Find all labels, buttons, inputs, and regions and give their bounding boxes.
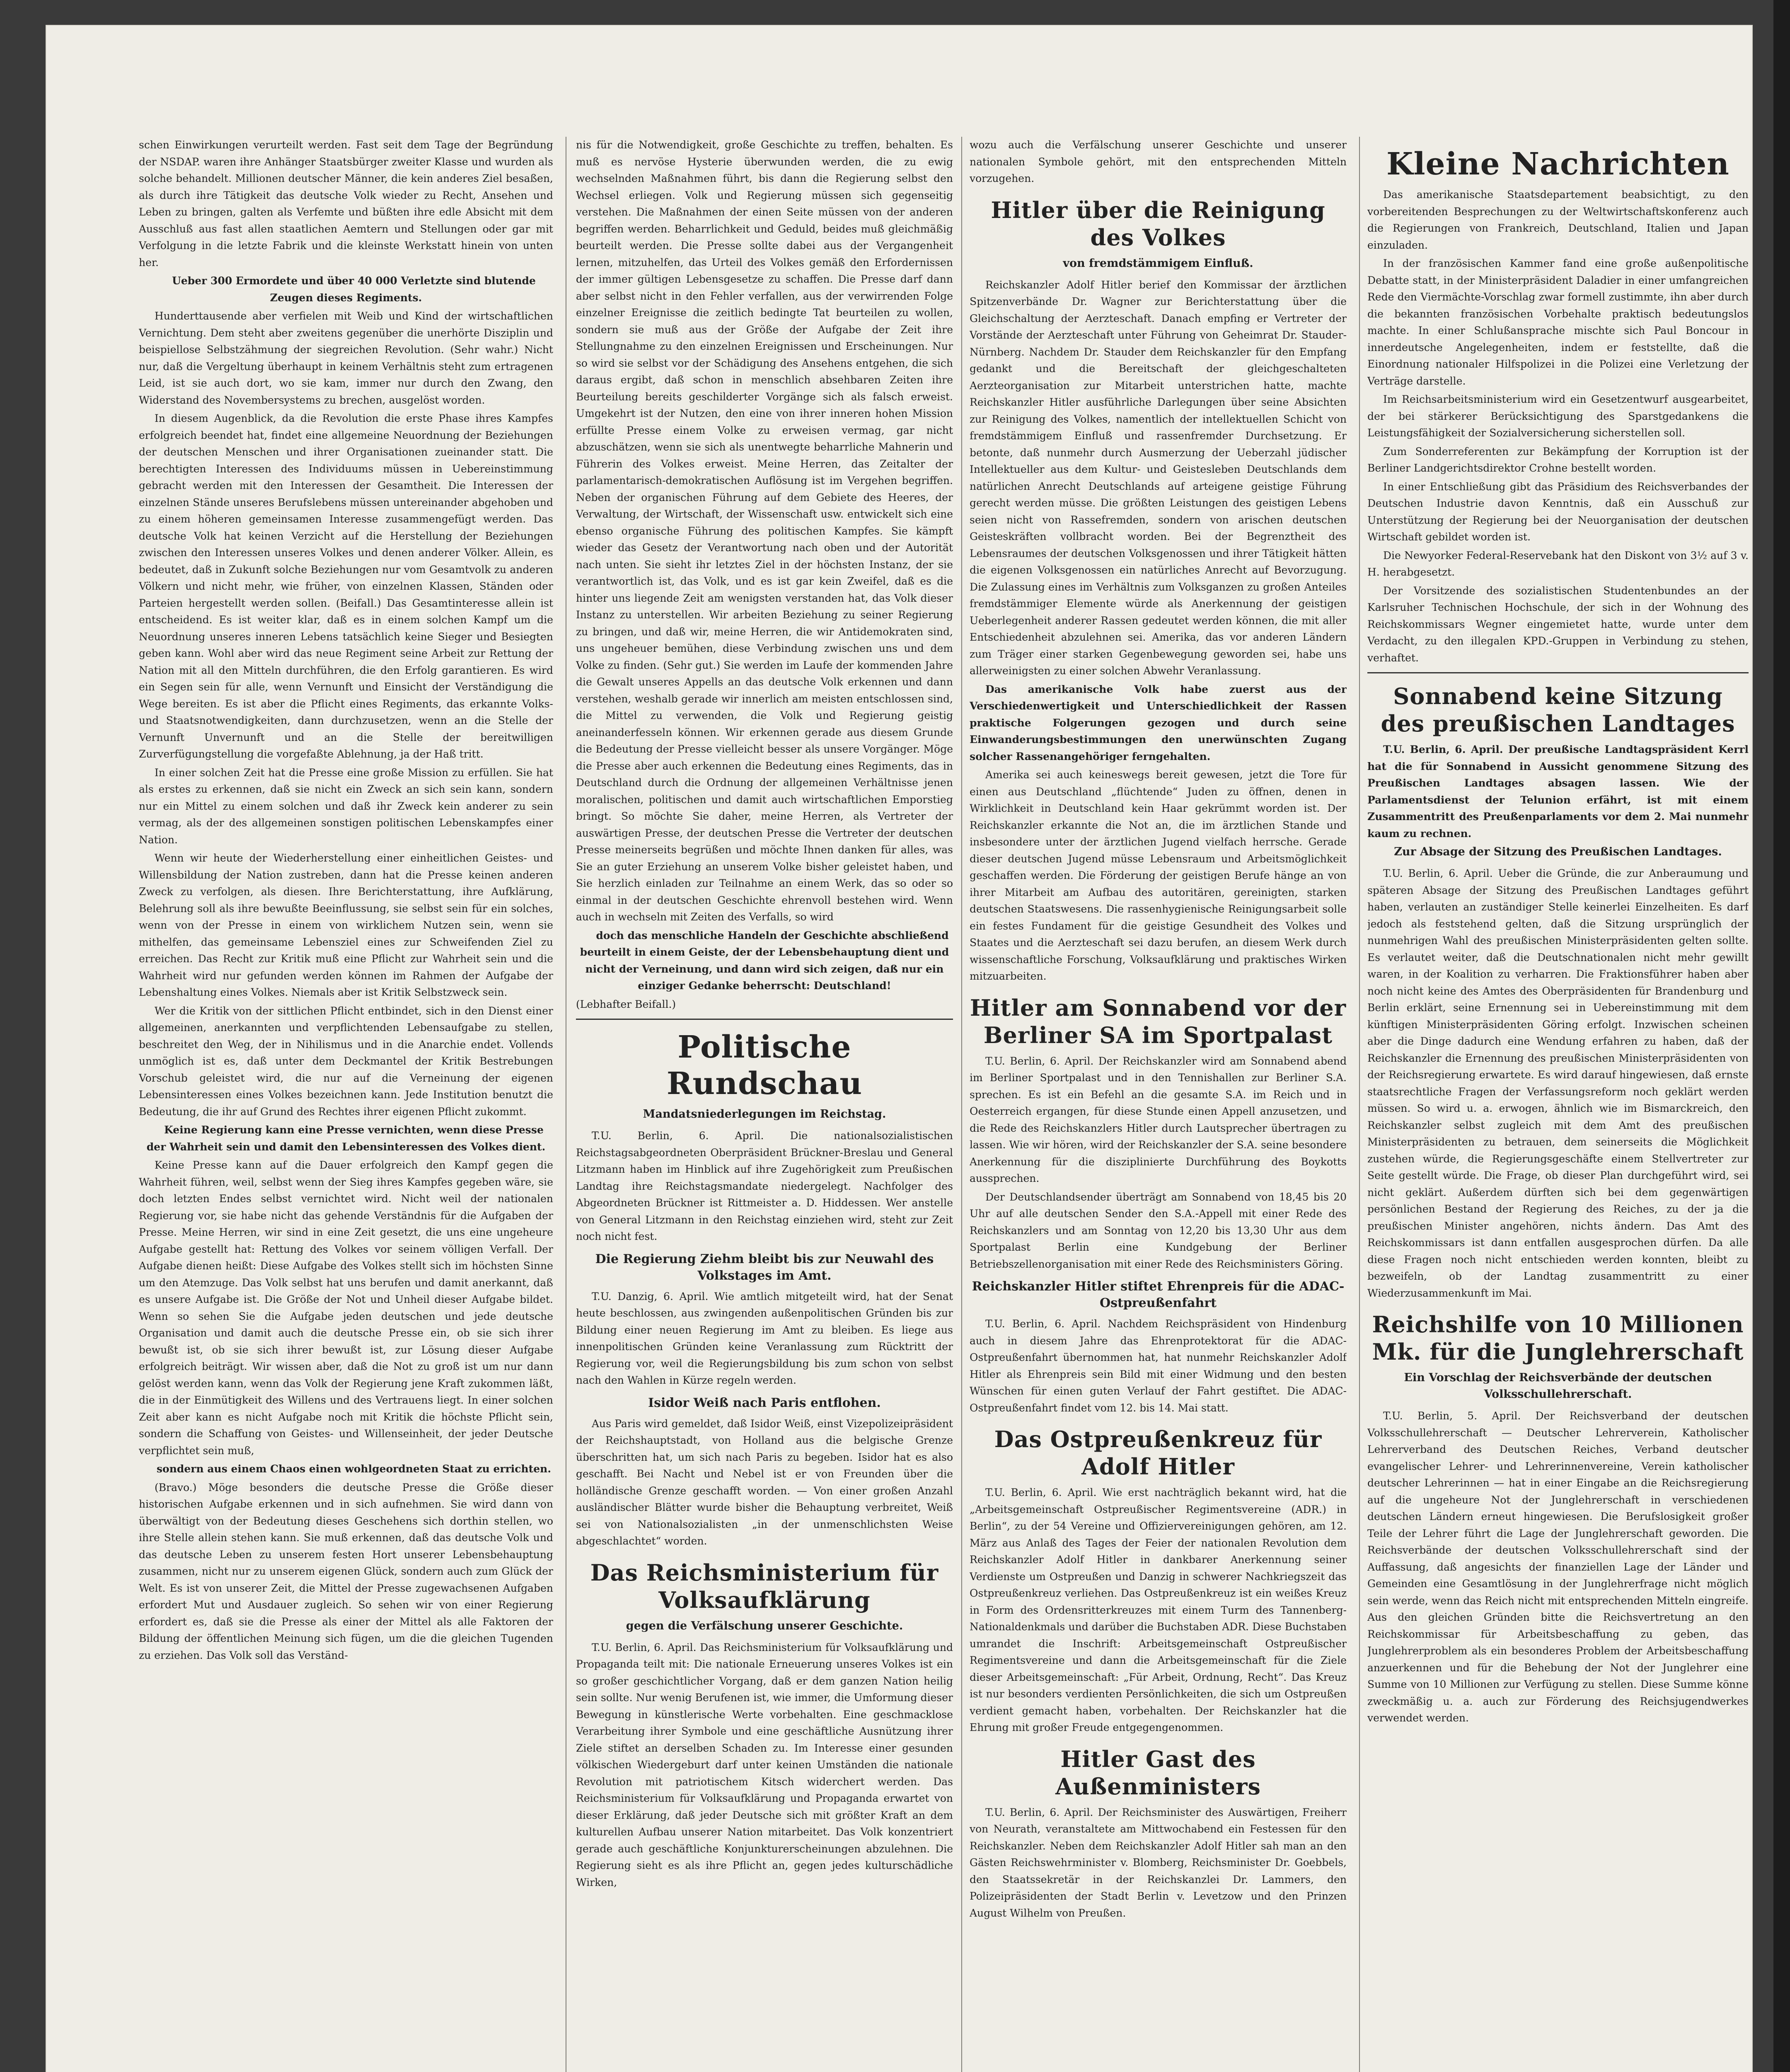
subheading: Ein Vorschlag der Reichsverbände der deutschen Volksschullehrerschaft.: [1404, 1371, 1712, 1401]
column-divider: [961, 137, 962, 2072]
quote: doch das menschliche Handeln der Geschichte abschließend beurteilt in einem Geiste, der der Lebensbehauptung dient und nicht der Verneinung, und dann wird sich zeigen, daß nur ein einziger Gedanke beherrscht: Deutschland!: [580, 929, 949, 992]
paragraph: T.U. Berlin, 6. April. Der preußische Landtagspräsident Kerrl hat die für Sonnabend in Aussicht genommene Sitzung des Preußischen Landtages absagen lassen. Wie der Parlamentsdienst der Telunion erfährt, ist mit einem Zusammentritt des Preußenparlaments vor dem 2. Mai nunmehr kaum zu rechnen.: [1367, 743, 1749, 840]
paragraph: Aus Paris wird gemeldet, daß Isidor Weiß, einst Vizepolizeipräsident der Reichshauptstadt, von Holland aus die belgische Grenze überschritten hat, um sich nach Paris zu begeben. Isidor hat es also geschafft. Bei Nacht und Nebel ist er von Freunden über die holländische Grenze geschafft worden. — Von einer großen Anzahl ausländischer Blätter wurde bisher die Behauptung verbreitet, Weiß sei von Nationalsozialisten „in der unmenschlichsten Weise abgeschlachtet“ worden.: [576, 1417, 953, 1547]
column-divider: [1359, 137, 1360, 2072]
paragraph: In diesem Augenblick, da die Revolution die erste Phase ihres Kampfes erfolgreich beendet hat, findet eine allgemeine Neuordnung der Beziehungen der deutschen Menschen und ihrer Organisationen zueinander statt. Die berechtigten Interessen des Individuums müssen in Uebereinstimmung gebracht werden mit den Interessen der Gesamtheit. Die Interessen der einzelnen Stände unseres Berufslebens müssen untereinander abgehoben und zu einem höheren gemeinsamen Interesse zusammengefügt werden. Das deutsche Volk hat keinen Verzicht auf die Herstellung der Beziehungen zwischen den Interessen unseres Volkes und denen anderer Völker. Allein, es bedeutet, daß in Zukunft solche Beziehungen nur vom Gesamtvolk zu anderen Völkern und nicht mehr, wie früher, von einzelnen Klassen, Ständen oder Parteien hergestellt werden sollen. (Beifall.) Das Gesamtinteresse allein ist entscheidend. Es ist weiter klar, daß es in einem solchen Kampf um die Neuordnung unseres inneren Lebens tatsächlich keine Sieger und Besiegten geben kann. Wohl aber wird das neue Regiment seine Arbeit zur Rettung der Nation mit all den Mitteln durchführen, die den Erfolg garantieren. Es wird ein Segen sein für alle, wenn Vernunft und Einsicht der Verständigung die Wege bereiten. Es ist aber die Pflicht eines Regiments, das erkannte Volks- und Staatsnotwendigkeiten, dann durchzusetzen, wenn an die Stelle der Vernunft Unvernunft und an die Stelle der bereitwilligen Zurverfügungstellung die vorgefaßte Ablehnung, ja der Haß tritt.: [139, 412, 553, 760]
article-heading: Isidor Weiß nach Paris entflohen.: [648, 1395, 881, 1410]
paragraph: In einer Entschließung gibt das Präsidium des Reichsverbandes der Deutschen Industrie davon Kenntnis, daß ein Ausschuß zur Unterstützung der Regierung bei der Neuorganisation der deutschen Wirtschaft gebildet worden ist.: [1367, 480, 1749, 543]
article-heading: Reichshilfe von 10 Millionen Mk. für die Junglehrerschaft: [1372, 1311, 1744, 1365]
article-heading: Das Ostpreußenkreuz für Adolf Hitler: [994, 1426, 1322, 1480]
paragraph: Der Deutschlandsender überträgt am Sonnabend von 18,45 bis 20 Uhr auf alle deutschen Sender den S.A.-Appell mit einer Rede des Reichskanzlers und am Sonntag von 12,20 bis 13,30 Uhr aus dem Sportpalast Berlin eine Kundgebung der Berliner Betriebszellenorganisation mit einer Rede des Reichsministers Göring.: [970, 1191, 1347, 1270]
paragraph: Der Vorsitzende des sozialistischen Studentenbundes an der Karlsruher Technischen Hochschule, der sich in der Wohnung des Reichskommissars Wegner eingemietet hatte, wurde unter dem Verdacht, zu den illegalen KPD.-Gruppen in Verbindung zu stehen, verhaftet.: [1367, 584, 1749, 664]
article-heading: Die Regierung Ziehm bleibt bis zur Neuwahl des Volkstages im Amt.: [595, 1251, 934, 1283]
paragraph: (Bravo.) Möge besonders die deutsche Presse die Größe dieser historischen Aufgabe erkennen und in sich aufnehmen. Sie wird dann von überwältigt von der Bedeutung dieses Geschehens sich dorthin stellen, wo ihre Stelle allein stehen kann. Sie muß erkennen, daß das deutsche Volk und das deutsche Leben zu unserem festen Hort unserer Lebensbehauptung zusammen, nicht nur zu unserem eigenen Glück, sondern auch zum Glück der Welt. Es ist von unserer Zeit, die Mittel der Presse zugewachsenen Aufgaben erfordert Mut und Ausdauer zugleich. So sehen wir von einer Regierung erfordert es, daß sie die Presse als einer der Mittel als alle Faktoren der Bildung der öffentlichen Meinung sich fügen, um die die gleichen Tugenden zu erziehen. Das Volk soll das Verständ-: [139, 1481, 553, 1661]
paragraph: In einer solchen Zeit hat die Presse eine große Mission zu erfüllen. Sie hat als erstes zu erkennen, daß sie nicht ein Zweck an sich sein kann, sondern nur ein Mittel zu einem solchen und daß ihr Zweck kein anderer zu sein vermag, als der des allgemeinen sonstigen politischen Lebenskampfes einer Nation.: [139, 766, 553, 846]
paragraph: T.U. Berlin, 6. April. Der Reichsminister des Auswärtigen, Freiherr von Neurath, veranstaltete am Mittwochabend ein Festessen für den Reichskanzler. Neben dem Reichskanzler Adolf Hitler sah man an den Gästen Reichswehrminister v. Blomberg, Reichsminister Dr. Goebbels, den Staatssekretär in der Reichskanzlei Dr. Lammers, den Polizeipräsidenten der Stadt Berlin v. Levetzow und den Prinzen August Wilhelm von Preußen.: [970, 1806, 1347, 1919]
column-1: [139, 137, 553, 2072]
subheading: gegen die Verfälschung unserer Geschichte.: [626, 1619, 903, 1632]
article-heading: Hitler über die Reinigung des Volkes: [991, 196, 1326, 251]
paragraph: T.U. Berlin, 6. April. Die nationalsozialistischen Reichstagsabgeordneten Oberpräsident Brückner-Breslau und General Litzmann haben im Hinblick auf ihre Zugehörigkeit zum Preußischen Landtag ihre Reichstagsmandate niedergelegt. Nachfolger des Abgeordneten Brückner ist Rittmeister a. D. Hiddessen. Wer anstelle von General Litzmann in den Reichstag einziehen wird, steht zur Zeit noch nicht fest.: [576, 1130, 953, 1242]
article-heading: Hitler am Sonnabend vor der Berliner SA im Sportpalast: [970, 994, 1347, 1048]
paragraph: T.U. Berlin, 5. April. Der Reichsverband der deutschen Volksschullehrerschaft — Deutscher Lehrerverein, Katholischer Lehrerverband des Deutschen Reiches, Verband deutscher evangelischer Lehrer- und Lehrerinnenvereine, Verein katholischer deutscher Lehrerinnen — hat in einer Eingabe an die Reichsregierung auf die ungeheure Not der Junglehrerschaft in verschiedenen deutschen Ländern erneut hingewiesen. Die Berufslosigkeit großer Teile der Lehrer führt die Lage der Junglehrerschaft geworden. Die Reichsverbände der deutschen Volksschullehrerschaft sind der Auffassung, daß angesichts der finanziellen Lage der Länder und Gemeinden eine Gesamtlösung in der Junglehrerfrage nicht möglich sein werde, wenn das Reich nicht mit entsprechenden Mitteln eingreife. Aus den gleichen Gründen bitte die Reichsvertretung an den Reichskommissar für Arbeitsbeschaffung zu geben, das Junglehrerproblem als ein besonderes Problem der Arbeitsbeschaffung anzuerkennen und für die Behebung der Not der Junglehrer eine Summe von 10 Millionen zur Verfügung zu stellen. Diese Summe könne zweckmäßig u. a. auch zur Förderung des Reichsjugendwerkes verwendet werden.: [1367, 1410, 1749, 1724]
paragraph: T.U. Berlin, 6. April. Das Reichsministerium für Volksaufklärung und Propaganda teilt mit: Die nationale Erneuerung unseres Volkes ist ein so großer geschichtlicher Vorgang, daß er dem ganzen Nation heilig sein sollte. Nur wenig Berufenen ist, wie immer, die Umformung dieser Bewegung in künstlerische Werte vorbehalten. Eine geschmacklose Verarbeitung ihrer Symbole und eine geschäftliche Ausnützung ihrer Ziele stiftet an derselben Schaden zu. Im Interesse einer gesunden völkischen Wiedergeburt darf unter keinen Umständen die nationale Revolution mit patriotischem Kitsch widerchert werden. Das Reichsministerium für Volksaufklärung und Propaganda erwartet von dieser Erklärung, daß jeder Deutsche sich mit größter Kraft an dem kulturellen Aufbau unserer Nation mitarbeitet. Das Volk konzentriert gerade auch geschäftliche Konjunkturerscheinungen abzulehnen. Die Regierung sieht es als ihre Pflicht an, gegen jedes kulturschädliche Wirken,: [576, 1641, 953, 1888]
paragraph: Zum Sonderreferenten zur Bekämpfung der Korruption ist der Berliner Landgerichtsdirektor Crohne bestellt worden.: [1367, 445, 1749, 474]
paragraph: Reichskanzler Adolf Hitler berief den Kommissar der ärztlichen Spitzenverbände Dr. Wagner zur Berichterstattung über die Gleichschaltung der Aerzteschaft. Danach empfing er Vertreter der Vorstände der Aerzteschaft unter Führung von Geheimrat Dr. Stauder-Nürnberg. Nachdem Dr. Stauder dem Reichskanzler für den Empfang gedankt und die Bereitschaft der gleichgeschalteten Aerzteorganisation zur Mitarbeit unterstrichen hatte, machte Reichskanzler Hitler ausführliche Darlegungen über seine Absichten zur Reinigung des Volkes, namentlich der intellektuellen Schicht von fremdstämmigem Einfluß und rassenfremder Durchsetzung. Er betonte, daß nunmehr durch Ausmerzung der Ueberzahl jüdischer Intellektueller aus dem Kultur- und Geistesleben Deutschlands dem natürlichen Anrecht Deutschlands auf arteigene geistige Führung gerecht werden müsse. Die größten Leistungen des geistigen Lebens seien nicht von Rassefremden, sondern von arischen deutschen Geisteskräften vollbracht worden. Bei der Begrenztheit des Lebensraumes der deutschen Volksgenossen und ihrer Tätigkeit hätten die eigenen Volksgenossen ein natürliches Anrecht auf Bevorzugung. Die Zulassung eines im Verhältnis zum Volksganzen zu großen Anteiles fremdstämmiger Elemente würde als Anerkennung der geistigen Ueberlegenheit anderer Rassen gedeutet werden können, die mit aller Entschiedenheit abzulehnen sei. Amerika, das vor anderen Ländern zum Träger einer starken Gegenbewegung geworden sei, habe uns allerweinigsten zu einer solchen Abwehr Veranlassung.: [970, 278, 1347, 677]
emphasis-line: Ueber 300 Ermordete und über 40 000 Verletzte sind blutende Zeugen dieses Regiments.: [172, 275, 536, 304]
paragraph: Hunderttausende aber verfielen mit Weib und Kind der wirtschaftlichen Vernichtung. Dem steht aber zweitens gegenüber die unerhörte Disziplin und beispiellose Selbstzähmung der siegreichen Revolution. (Sehr wahr.) Nicht nur, daß die Vergeltung überhaupt in keinem Verhältnis steht zum ertragenen Leid, ist sie auch dort, wo sie kam, immer nur durch den Zwang, den Widerstand des Novembersystems zu brechen, ausgelöst worden.: [139, 310, 553, 406]
column-4: [1367, 137, 1749, 2072]
paragraph: Die Newyorker Federal-Reservebank hat den Diskont von 3½ auf 3 v. H. herabgesetzt.: [1367, 549, 1749, 578]
section-heading: Kleine Nachrichten: [1386, 146, 1730, 182]
quote: Keine Regierung kann eine Presse vernichten, wenn diese Presse der Wahrheit sein und damit den Lebensinteressen des Volkes dient.: [146, 1124, 546, 1153]
paragraph: In der französischen Kammer fand eine große außenpolitische Debatte statt, in der Ministerpräsident Daladier in einer umfangreichen Rede den Viermächte-Vorschlag zwar formell zustimmte, ihn aber durch die bekannten französischen Vorbehalte praktisch bedeutungslos machte. In einer Schlußansprache mischte sich Paul Boncour in innerdeutsche Angelegenheiten, indem er feststellte, daß die Einordnung nationaler Hilfspolizei in die Polizei eine Verletzung der Verträge darstelle.: [1367, 257, 1749, 387]
paragraph: Das amerikanische Staatsdepartement beabsichtigt, zu den vorbereitenden Besprechungen zu der Weltwirtschaftskonferenz auch die Regierungen von Frankreich, Deutschland, Italien und Japan einzuladen.: [1367, 189, 1749, 251]
paragraph: Im Reichsarbeitsministerium wird ein Gesetzentwurf ausgearbeitet, der bei stärkerer Berücksichtigung des Sparstgedankens die Leistungsfähigkeit der Sozialversicherung sicherstellen soll.: [1367, 393, 1749, 439]
paragraph: T.U. Berlin, 6. April. Wie erst nachträglich bekannt wird, hat die „Arbeitsgemeinschaft Ostpreußischer Regimentsvereine (ADR.) in Berlin“, zu der 54 Vereine und Offiziervereinigungen gehören, am 12. März aus Anlaß des Tages der Feier der nationalen Revolution dem Reichskanzler Adolf Hitler in dankbarer Anerkennung seiner Verdienste um Ostpreußen und Danzig in schwerer Nachkriegszeit das Ostpreußenkreuz verliehen. Das Ostpreußenkreuz ist ein weißes Kreuz in Form des Ordensritterkreuzes mit einem Turm des Tannenberg-Nationaldenkmals und darüber die Buchstaben ADR. Diese Buchstaben umrandet die Inschrift: Arbeitsgemeinschaft Ostpreußischer Regimentsvereine und dann die Arbeitsgemeinschaft für die Ziele dieser Arbeitsgemeinschaft: „Für Arbeit, Ordnung, Recht“. Das Kreuz ist nur besonders verdienten Persönlichkeiten, die sich um Ostpreußen verdient gemacht haben, vorbehalten. Der Reichskanzler hat die Ehrung mit großer Freude entgegengenommen.: [970, 1486, 1347, 1733]
article-heading: Das Reichsministerium für Volksaufklärung: [590, 1559, 939, 1613]
scan-edge: [1773, 0, 1790, 2072]
paragraph: wozu auch die Verfälschung unserer Geschichte und unserer nationalen Symbole gehört, mit den entsprechenden Mitteln vorzugehen.: [970, 139, 1347, 184]
applause-note: (Lebhafter Beifall.): [576, 998, 676, 1010]
paragraph: Wenn wir heute der Wiederherstellung einer einheitlichen Geistes- und Willensbildung der Nation zustreben, dann hat die Presse keinen anderen Zweck zu verfolgen, als diesen. Ihre Berichterstattung, ihre Aufklärung, Belehrung soll als ihre bewußte Beeinflussung, sie selbst sein für ein solches, wenn von der Presse in einem von wirklichem Nutzen sein, wenn sie mithelfen, das gemeinsame Lebensziel eines zur Schweifenden Ziel zu erreichen. Das Recht zur Kritik muß eine Pflicht zur Wahrheit sein und die Wahrheit wird nur gefunden werden können im Rahmen der Aufgabe der Lebenshaltung eines Volkes. Niemals aber ist Kritik Selbstzweck sein.: [139, 852, 553, 998]
paragraph: Wer die Kritik von der sittlichen Pflicht entbindet, sich in den Dienst einer allgemeinen, anerkannten und verpflichtenden Lebensaufgabe zu stellen, beschreitet den Weg, der in Nihilismus und in die Anarchie endet. Vollends unmöglich ist es, daß unter dem Deckmantel der Kritik Bestrebungen Vorschub geleistet wird, die nur auf die Verneinung der eigenen Lebensinteressen eines Volkes bezeichnen kann. Jede Institution benutzt die Bedeutung, die ihr auf Grund des Rechtes ihrer eigenen Pflicht zukommt.: [139, 1005, 553, 1118]
paragraph: nis für die Notwendigkeit, große Geschichte zu treffen, behalten. Es muß es nervöse Hysterie überwunden werden, die zu ewig wechselnden Maßnahmen führt, bis dann die Regierung selbst den Wechsel erliegen. Volk und Regierung müssen sich gegenseitig verstehen. Die Maßnahmen der einen Seite müssen von der anderen begriffen werden. Beharrlichkeit und Geduld, beides muß gleichmäßig beurteilt werden. Die Presse sollte dabei aus der Vergangenheit lernen, mitzuhelfen, das Urteil des Volkes gemäß den Erfordernissen der immer gültigen Lebensgesetze zu schaffen. Die Presse darf dann aber selbst nicht in den Fehler verfallen, aus der verwirrenden Folge einzelner Ereignisse die zeitlich bedingte Tat beurteilen zu wollen, sondern sie muß aus der Größe der Aufgabe der Zeit ihre Stellungnahme zu den einzelnen Ereignissen und Erscheinungen. Nur so wird sie selbst vor der Schädigung des Ansehens entgehen, die sich daraus ergibt, daß schon in menschlich absehbaren Zeiten ihre Beurteilung bereits geschilderter Vorgänge sich als falsch erweist. Umgekehrt ist der Nutzen, den eine von ihrer inneren hohen Mission erfüllte Presse einem Volke zu erweisen vermag, gar nicht abzuschätzen, wenn sie sich als unentwegte beharrliche Mahnerin und Führerin des Volkes erweist. Meine Herren, das Zeitalter der parlamentarisch-demokratischen Auflösung ist im Vergehen begriffen. Neben der organischen Führung auf dem Gebiete des Heeres, der Verwaltung, der Wirtschaft, der Wissenschaft usw. entwickelt sich eine ebenso organische Führung des politischen Kampfes. Sie kämpft wieder das Gesetz der Verantwortung nach oben und der Autorität nach unten. Sie sieht ihr letztes Ziel in der höchsten Instanz, der sie verantwortlich ist, das Volk, und es ist gar kein Zweifel, daß es die hinter uns liegende Zeit am wenigsten verstanden hat, das Volk dieser Instanz zu unterstellen. Wir arbeiten Beziehung zu seiner Regierung zu bringen, und daß wir, meine Herren, die wir Antidemokraten sind, uns ungeheuer bemühen, diese Verbindung zwischen uns und dem Volke zu finden. (Sehr gut.) Sie werden im Laufe der kommenden Jahre die Gewalt unseres Appells an das deutsche Volk erkennen und dann verstehen, weshalb gerade wir innerlich am meisten entschlossen sind, die Mittel zu verwenden, die Volk und Regierung geistig aneinanderfesseln können. Wir erkennen gerade aus diesem Grunde die Bedeutung der Presse vielleicht besser als unsere Vorgänger. Möge die Presse aber auch erkennen die Bedeutung eines Regiments, das in Deutschland durch die Ordnung der allgemeinen Verhältnisse jenen moralischen, politischen und damit auch wirtschaftlichen Emporstieg bringt. So möchte Sie daher, meine Herren, als Vertreter der auswärtigen Presse, der deutschen Presse die Vertreter der deutschen Presse meinerseits begrüßen und möchte Ihnen danken für alles, was Sie an guter Erziehung an unserem Volke bisher geleistet haben, und Sie herzlich einladen zur Teilnahme an einem Werk, das so oder so einmal in der deutschen Geschichte ehrenvoll bestehen wird. Wenn auch in wechseln mit Zeiten des Verfalls, so wird: [576, 139, 953, 923]
subheading: Zur Absage der Sitzung des Preußischen Landtages.: [1394, 845, 1722, 858]
paragraph: T.U. Danzig, 6. April. Wie amtlich mitgeteilt wird, hat der Senat heute beschlossen, aus zwingenden außenpolitischen Gründen bis zur Bildung einer neuen Regierung im Amt zu bleiben. Es liege aus innenpolitischen Gründen keine Veranlassung zum Rücktritt der Regierung vor, weil die Regierungsbildung bis zum schon von selbst nach den Wahlen in Kürze regeln werden.: [576, 1290, 953, 1386]
emphasis-paragraph: Das amerikanische Volk habe zuerst aus der Verschiedenwertigkeit und Unterschiedlichkeit der Rassen praktische Folgerungen gezogen und durch seine Einwanderungsbestimmungen den unerwünschten Zugang solcher Rassenangehöriger ferngehalten.: [970, 683, 1347, 762]
section-heading: Politische Rundschau: [666, 1029, 863, 1101]
section-rule: [576, 1019, 953, 1020]
subheading: Mandatsniederlegungen im Reichstag.: [643, 1108, 886, 1121]
paragraph: Amerika sei auch keineswegs bereit gewesen, jetzt die Tore für einen aus Deutschland „flüchtende“ Juden zu öffnen, denen in Wirklichkeit in Deutschland kein Haar gekrümmt worden ist. Der Reichskanzler erkannte die Not an, die im ärztlichen Stande und insbesondere unter der ärztlichen Jugend vielfach herrsche. Gerade dieser deutschen Jugend müsse Lebensraum und Arbeitsmöglichkeit geschaffen werden. Die Förderung der geistigen Berufe hänge an von ihrer Mitarbeit am Aufbau des autoritären, gereinigten, starken deutschen Staatswesens. Die rassenhygienische Reinigungsarbeit solle ein festes Fundament für die geistige Gesundheit des Volkes und Staates und die Aerzteschaft sei dazu berufen, an diesem Werk durch wissenschaftliche Forschung, Volksaufklärung und praktisches Wirken mitzuarbeiten.: [970, 769, 1347, 982]
column-2: [576, 137, 953, 2072]
paragraph: T.U. Berlin, 6. April. Der Reichskanzler wird am Sonnabend abend im Berliner Sportpalast und in den Tennishallen zur Berliner S.A. sprechen. Es ist ein Befehl an die gesamte S.A. im Reich und in Oesterreich ergangen, für diese Stunde einen Appell anzusetzen, und die Rede des Reichskanzlers Hitler durch Lautsprecher übertragen zu lassen. Wie wir hören, wird der Reichskanzler der S.A. seine besondere Anerkennung für die disziplinierte Durchführung des Boykotts aussprechen.: [970, 1055, 1347, 1184]
quote: sondern aus einem Chaos einen wohlgeordneten Staat zu errichten.: [156, 1463, 552, 1475]
column-3: [970, 137, 1347, 2072]
section-rule: [1367, 672, 1749, 673]
paragraph: schen Einwirkungen verurteilt werden. Fast seit dem Tage der Begründung der NSDAP. waren ihre Anhänger Staatsbürger zweiter Klasse und wurden als solche behandelt. Millionen deutscher Männer, die kein anderes Ziel besaßen, als durch ihre Tätigkeit das deutsche Volk wieder zu Recht, Ansehen und Leben zu bringen, galten als Verfemte und büßten ihre edle Absicht mit dem Ausschluß aus fast allen staatlichen Aemtern und Stellungen oder gar mit Verfolgung in die letzte Fabrik und die kleinste Werkstatt hinein von unten her.: [139, 139, 553, 269]
paragraph: T.U. Berlin, 6. April. Ueber die Gründe, die zur Anberaumung und späteren Absage der Sitzung des Preußischen Landtages geführt haben, verlauten an zuständiger Stelle keinerlei Einzelheiten. Es darf jedoch als feststehend gelten, daß die Sitzung ursprünglich der nunmehrigen Wahl des preußischen Ministerpräsidenten gelten sollte. Es verlautet weiter, daß die Deutschnationalen nicht mehr gewillt waren, in der Koalition zu verharren. Die Fraktionsführer haben aber noch nicht keine des Amtes des Oberpräsidenten für Brandenburg und Berlin erklärt, seine Ernennung sei in Uebereinstimmung mit dem künftigen Ministerpräsidenten Göring erfolgt. Inzwischen scheinen aber die Dinge dadurch eine Wendung erfahren zu haben, daß der Reichskanzler die Ernennung des preußischen Ministerpräsidenten von der Reichsregierung erwartete. Es wird darauf hingewiesen, daß ernste staatsrechtliche Fragen der Verfassungsreform noch geklärt werden müssen. So wird u. a. erwogen, ähnlich wie im Bismarckreich, den Reichskanzler selbst zugleich mit dem Amt des preußischen Ministerpräsidenten zu betrauen, dem seinerseits die Möglichkeit zustehen würde, die Regierungsgeschäfte einem Stellvertreter zur Seite gestellt würde. Die Frage, ob dieser Plan durchgeführt wird, sei nicht geklärt. Außerdem dürften sich bei dem gegenwärtigen persönlichen Bestand der Regierung des Reiches, zu der ja die preußischen Minister angehören, nichts ändern. Das Amt des Reichskommissars ist dann entfallen ausgesprochen dürfen. Da alle diese Fragen noch nicht entschieden werden konnten, bleibt zu bezweifeln, ob der Landtag zusammentritt zu einer Wiederzusammenkunft im Mai.: [1367, 867, 1749, 1299]
paragraph: Keine Presse kann auf die Dauer erfolgreich den Kampf gegen die Wahrheit führen, weil, selbst wenn der Sieg ihres Kampfes gegeben wäre, sie doch letzten Endes selbst vernichtet wird. Nicht weil der nationalen Regierung vor, sie habe nicht das gehende Verständnis für die Aufgaben der Presse. Meine Herren, wir sind in eine Zeit gesetzt, die uns eine ungeheure Aufgabe gestellt hat: Rettung des Volkes vor seinem völligen Verfall. Der Aufgabe dienen heißt: Diese Aufgabe des Volkes stellt sich im höchsten Sinne um den Atemzuge. Das Volk selbst hat uns berufen und damit anerkannt, daß es unsere Aufgabe ist. Die Größe der Not und Unheil dieser Aufgabe bildet. Wenn so sehen Sie die Aufgabe jeden deutschen und jede deutsche Organisation und damit auch die deutsche Presse ein, ob sie sich ihrer bewußt ist, ob sie sich ihrer bewußt ist, zur Lösung dieser Aufgabe erfolgreich beiträgt. Wir wissen aber, daß die Not zu groß ist um nur dann gelöst werden kann, wenn das Volk der Regierung jene Kraft zukommen läßt, die in der Einmütigkeit des Willens und des Vertrauens liegt. In einer solchen Zeit aber kann es nicht Aufgabe noch mit Kritik die höchste Pflicht sein, sondern die Schaffung von Geistes- und Willenseinheit, der jeder Deutsche verpflichtet sein muß,: [139, 1159, 553, 1457]
article-heading: Hitler Gast des Außenministers: [1055, 1745, 1261, 1800]
paragraph: T.U. Berlin, 6. April. Nachdem Reichspräsident von Hindenburg auch in diesem Jahre das Ehrenprotektorat für die ADAC-Ostpreußenfahrt übernommen hat, hat nunmehr Reichskanzler Adolf Hitler als Ehrenpreis sein Bild mit einer Widmung und den besten Wünschen für einen guten Verlauf der Fahrt gestiftet. Die ADAC-Ostpreußenfahrt findet vom 12. bis 14. Mai statt.: [970, 1318, 1347, 1414]
article-heading: Reichskanzler Hitler stiftet Ehrenpreis für die ADAC-Ostpreußenfahrt: [972, 1279, 1345, 1310]
subheading: von fremdstämmigem Einfluß.: [1063, 257, 1253, 270]
article-heading: Sonnabend keine Sitzung des preußischen Landtages: [1381, 683, 1735, 737]
